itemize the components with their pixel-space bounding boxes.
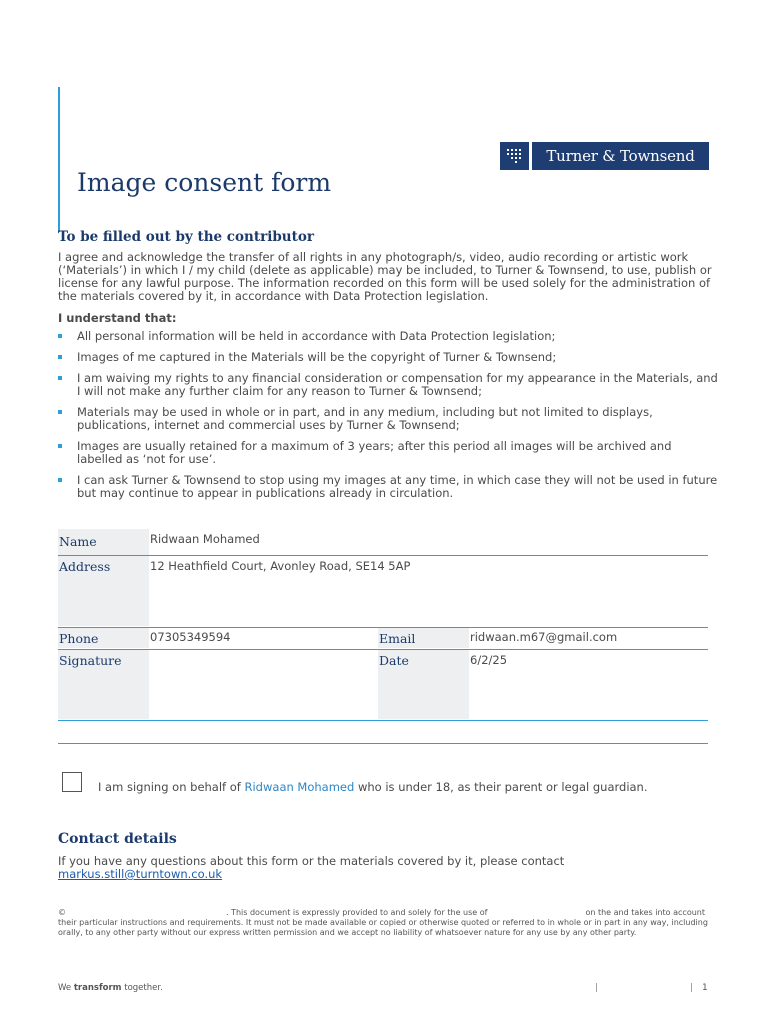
page-title: Image consent form (77, 168, 332, 197)
name-label: Name (59, 534, 97, 549)
guardian-checkbox[interactable] (62, 772, 82, 792)
divider (58, 555, 708, 556)
intro-paragraph: I agree and acknowledge the transfer of all rights in any photograph/s, video, audio recording or artistic work (‘Materials’) in which I / my child (delete as applicable) may be included, to Turner & Townsend, to use, publish or license for any lawful purpose. The information recorded on this form will be used solely for the administration of the materials covered by it, in accordance with Data Protection legislation. (58, 250, 712, 303)
bullet-square-icon (58, 355, 62, 359)
divider (58, 743, 708, 744)
footer-separator: | (690, 983, 694, 993)
understand-heading: I understand that: (58, 311, 177, 325)
phone-field[interactable]: 07305349594 (150, 630, 231, 644)
list-item: Images are usually retained for a maximum of 3 years; after this period all images will be archived and labelled as ‘not for use’. (58, 440, 718, 466)
terms-list (58, 330, 718, 508)
page-number: 1 (702, 983, 708, 993)
email-field[interactable]: ridwaan.m67@gmail.com (470, 630, 618, 644)
email-label: Email (379, 631, 416, 646)
bullet-square-icon (58, 478, 62, 482)
footer-tagline: We transform together. (58, 983, 163, 993)
list-item: Images of me captured in the Materials will be the copyright of Turner & Townsend; (58, 351, 718, 364)
date-label: Date (379, 653, 409, 668)
bullet-square-icon (58, 334, 62, 338)
contact-email-link[interactable]: markus.still@turntown.co.uk (58, 867, 223, 881)
bullet-square-icon (58, 444, 62, 448)
divider (58, 627, 708, 628)
address-label: Address (59, 559, 111, 574)
phone-label: Phone (59, 631, 99, 646)
divider (58, 720, 708, 721)
bullet-square-icon (58, 410, 62, 414)
list-item: Materials may be used in whole or in part, and in any medium, including but not limited to displays, publications, internet and commercial uses by Turner & Townsend; (58, 406, 718, 432)
guardian-child-name: Ridwaan Mohamed (244, 780, 355, 794)
list-item: I can ask Turner & Townsend to stop using my images at any time, in which case they will not be used in future but may continue to appear in publications already in circulation. (58, 474, 718, 500)
footer-separator: | (595, 983, 599, 993)
section-heading: To be filled out by the contributor (58, 229, 314, 245)
legal-disclaimer: © . This document is expressly provided to and solely for the use of on the and takes into account their particular instructions and requirements. It must not be made available or copied or otherwise quoted or referred to in whole or in part in any way, including orally, to any other party without our express written permission and we accept no liability of whatsoever nature for any use by any other party. (58, 908, 708, 937)
list-item: All personal information will be held in accordance with Data Protection legislation; (58, 330, 718, 343)
signature-field[interactable] (150, 653, 376, 717)
bullet-square-icon (58, 376, 62, 380)
brand-logo: Turner & Townsend (532, 142, 709, 170)
address-field[interactable]: 12 Heathfield Court, Avonley Road, SE14 5AP (150, 559, 411, 573)
signature-label: Signature (59, 653, 122, 668)
grid-dots-icon (500, 142, 529, 170)
divider (58, 649, 708, 650)
accent-line (58, 87, 60, 232)
date-field[interactable]: 6/2/25 (470, 653, 508, 667)
contact-heading: Contact details (58, 831, 177, 847)
name-field[interactable]: Ridwaan Mohamed (150, 532, 260, 546)
list-item: I am waiving my rights to any financial consideration or compensation for my appearance in the Materials, and I will not make any further claim for any reason to Turner & Townsend; (58, 372, 718, 398)
guardian-statement: I am signing on behalf of Ridwaan Mohamed who is under 18, as their parent or legal guardian. (98, 780, 648, 794)
contact-text: If you have any questions about this form or the materials covered by it, please contact (58, 854, 565, 868)
